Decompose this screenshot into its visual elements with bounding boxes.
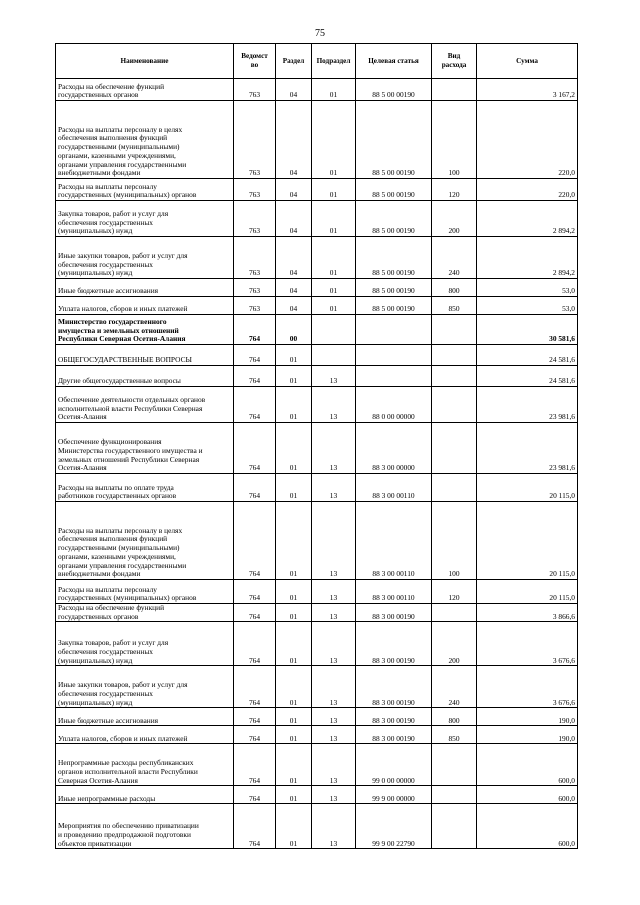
cell-article: 88 5 00 00190: [356, 297, 432, 315]
cell-kind: [432, 315, 477, 345]
cell-subsection: 01: [312, 79, 356, 101]
table-row: [56, 474, 578, 502]
table-row: [56, 79, 578, 101]
cell-section: 01: [276, 726, 312, 744]
cell-section: 04: [276, 201, 312, 237]
cell-kind: 850: [432, 726, 477, 744]
cell-subsection: 13: [312, 726, 356, 744]
cell-subsection: 01: [312, 201, 356, 237]
cell-article: 88 3 00 00190: [356, 622, 432, 666]
table-row: [56, 345, 578, 366]
cell-sum: 2 894,2: [477, 201, 578, 237]
cell-kind: 800: [432, 708, 477, 726]
cell-article: [356, 315, 432, 345]
cell-sum: 20 115,0: [477, 502, 578, 580]
cell-sum: 600,0: [477, 744, 578, 786]
cell-article: 88 3 00 00110: [356, 580, 432, 604]
header-section: Раздел: [276, 44, 312, 79]
cell-name: Расходы на выплаты персоналу государственных (муниципальных) органов: [56, 179, 234, 201]
cell-section: 01: [276, 708, 312, 726]
cell-subsection: 13: [312, 580, 356, 604]
cell-name: Закупка товаров, работ и услуг для обеспечения государственных (муниципальных) нужд: [56, 622, 234, 666]
cell-subsection: 13: [312, 474, 356, 502]
cell-sum: 24 581,6: [477, 366, 578, 387]
cell-name: Иные бюджетные ассигнования: [56, 708, 234, 726]
cell-sum: 220,0: [477, 179, 578, 201]
cell-sum: 3 167,2: [477, 79, 578, 101]
cell-dept: 764: [234, 666, 276, 708]
table-row: [56, 201, 578, 237]
cell-sum: 53,0: [477, 297, 578, 315]
table-row: [56, 423, 578, 474]
cell-kind: [432, 604, 477, 622]
cell-kind: [432, 366, 477, 387]
cell-section: 00: [276, 315, 312, 345]
cell-sum: 3 676,6: [477, 622, 578, 666]
cell-subsection: 13: [312, 622, 356, 666]
cell-section: 01: [276, 345, 312, 366]
cell-sum: 3 866,6: [477, 604, 578, 622]
cell-article: 99 0 00 00000: [356, 744, 432, 786]
cell-section: 01: [276, 423, 312, 474]
cell-dept: 763: [234, 279, 276, 297]
cell-name: Иные бюджетные ассигнования: [56, 279, 234, 297]
cell-article: [356, 345, 432, 366]
cell-kind: 120: [432, 179, 477, 201]
cell-name: Иные закупки товаров, работ и услуг для обеспечения государственных (муниципальных) нужд: [56, 237, 234, 279]
cell-article: 88 3 00 00190: [356, 708, 432, 726]
cell-subsection: 13: [312, 744, 356, 786]
cell-sum: 24 581,6: [477, 345, 578, 366]
cell-article: 99 9 00 22790: [356, 804, 432, 849]
cell-sum: 190,0: [477, 726, 578, 744]
cell-dept: 763: [234, 101, 276, 179]
cell-subsection: 13: [312, 786, 356, 804]
cell-section: 01: [276, 804, 312, 849]
cell-dept: 764: [234, 726, 276, 744]
cell-kind: 120: [432, 580, 477, 604]
cell-name: Расходы на выплаты персоналу в целях обеспечения выполнения функций государственными (муниципальными) органами, казенными учреждениями, органами управления государственными внебюджетными фондами: [56, 101, 234, 179]
table-row: [56, 708, 578, 726]
cell-name: Закупка товаров, работ и услуг для обеспечения государственных (муниципальных) нужд: [56, 201, 234, 237]
cell-dept: 764: [234, 474, 276, 502]
table-row: [56, 237, 578, 279]
cell-article: 88 5 00 00190: [356, 101, 432, 179]
cell-dept: 764: [234, 502, 276, 580]
cell-kind: 240: [432, 666, 477, 708]
cell-dept: 763: [234, 201, 276, 237]
cell-name: Уплата налогов, сборов и иных платежей: [56, 726, 234, 744]
cell-dept: 763: [234, 179, 276, 201]
cell-article: 88 3 00 00000: [356, 423, 432, 474]
cell-dept: 764: [234, 580, 276, 604]
table-row: [56, 297, 578, 315]
cell-dept: 764: [234, 387, 276, 423]
cell-subsection: 01: [312, 279, 356, 297]
cell-kind: 200: [432, 622, 477, 666]
cell-kind: [432, 474, 477, 502]
table-row: [56, 622, 578, 666]
cell-subsection: 13: [312, 604, 356, 622]
table-row: [56, 366, 578, 387]
table-row: [56, 726, 578, 744]
table-row: [56, 179, 578, 201]
cell-section: 01: [276, 502, 312, 580]
cell-article: 88 5 00 00190: [356, 179, 432, 201]
cell-name: Обеспечение деятельности отдельных органов исполнительной власти Республики Северная Осетия-Алания: [56, 387, 234, 423]
table-row: [56, 666, 578, 708]
header-sum: Сумма: [477, 44, 578, 79]
cell-section: 01: [276, 366, 312, 387]
cell-sum: 3 676,6: [477, 666, 578, 708]
cell-subsection: 01: [312, 101, 356, 179]
cell-kind: 800: [432, 279, 477, 297]
cell-section: 04: [276, 101, 312, 179]
cell-article: 88 5 00 00190: [356, 237, 432, 279]
cell-kind: [432, 804, 477, 849]
table-row: [56, 744, 578, 786]
header-subsection: Подраздел: [312, 44, 356, 79]
cell-dept: 763: [234, 79, 276, 101]
table-row: [56, 580, 578, 604]
cell-kind: [432, 744, 477, 786]
cell-sum: 53,0: [477, 279, 578, 297]
cell-sum: 2 894,2: [477, 237, 578, 279]
cell-name: Обеспечение функционирования Министерства государственного имущества и земельных отношений Республики Северная Осетия-Алания: [56, 423, 234, 474]
page-number: 75: [315, 28, 325, 39]
cell-kind: 100: [432, 101, 477, 179]
cell-kind: 240: [432, 237, 477, 279]
cell-article: 88 3 00 00190: [356, 666, 432, 708]
cell-section: 01: [276, 387, 312, 423]
cell-name: Иные закупки товаров, работ и услуг для обеспечения государственных (муниципальных) нужд: [56, 666, 234, 708]
cell-dept: 764: [234, 744, 276, 786]
cell-dept: 764: [234, 708, 276, 726]
cell-section: 01: [276, 744, 312, 786]
cell-sum: 20 115,0: [477, 580, 578, 604]
cell-dept: 764: [234, 622, 276, 666]
header-row: [56, 44, 578, 79]
cell-name: Мероприятия по обеспечению приватизации и проведению предпродажной подготовки объектов приватизации: [56, 804, 234, 849]
cell-name: Расходы на выплаты по оплате труда работников государственных органов: [56, 474, 234, 502]
cell-section: 04: [276, 237, 312, 279]
cell-section: 01: [276, 666, 312, 708]
cell-subsection: 13: [312, 708, 356, 726]
cell-sum: 600,0: [477, 804, 578, 849]
cell-dept: 764: [234, 423, 276, 474]
cell-article: [356, 366, 432, 387]
table-row: [56, 387, 578, 423]
cell-sum: 600,0: [477, 786, 578, 804]
cell-kind: 850: [432, 297, 477, 315]
cell-subsection: 01: [312, 297, 356, 315]
cell-kind: 100: [432, 502, 477, 580]
cell-dept: 763: [234, 297, 276, 315]
cell-kind: [432, 345, 477, 366]
cell-subsection: 13: [312, 387, 356, 423]
cell-name: Уплата налогов, сборов и иных платежей: [56, 297, 234, 315]
cell-sum: 190,0: [477, 708, 578, 726]
table-row: [56, 804, 578, 849]
cell-article: 88 5 00 00190: [356, 79, 432, 101]
cell-section: 04: [276, 179, 312, 201]
cell-dept: 764: [234, 366, 276, 387]
header-kind: Вид расхода: [432, 44, 477, 79]
cell-subsection: 13: [312, 502, 356, 580]
cell-article: 88 5 00 00190: [356, 201, 432, 237]
cell-dept: 764: [234, 604, 276, 622]
header-name: Наименование: [56, 44, 234, 79]
cell-article: 99 9 00 00000: [356, 786, 432, 804]
cell-subsection: 13: [312, 804, 356, 849]
cell-name: Другие общегосударственные вопросы: [56, 366, 234, 387]
table-row: [56, 279, 578, 297]
table-row: [56, 786, 578, 804]
cell-article: 88 0 00 00000: [356, 387, 432, 423]
cell-dept: 764: [234, 786, 276, 804]
cell-name: Министерство государственного имущества и земельных отношений Республики Северная Осетия-Алания: [56, 315, 234, 345]
table-row: [56, 101, 578, 179]
cell-subsection: 13: [312, 666, 356, 708]
cell-sum: 20 115,0: [477, 474, 578, 502]
cell-subsection: [312, 315, 356, 345]
cell-name: Расходы на выплаты персоналу в целях обеспечения выполнения функций государственными (муниципальными) органами, казенными учреждениями, органами управления государственными внебюджетными фондами: [56, 502, 234, 580]
cell-name: Расходы на обеспечение функций государственных органов: [56, 604, 234, 622]
cell-sum: 220,0: [477, 101, 578, 179]
cell-dept: 764: [234, 315, 276, 345]
header-article: Целевая статья: [356, 44, 432, 79]
cell-sum: 30 581,6: [477, 315, 578, 345]
cell-kind: [432, 423, 477, 474]
cell-sum: 23 981,6: [477, 387, 578, 423]
cell-section: 01: [276, 580, 312, 604]
cell-subsection: 13: [312, 366, 356, 387]
table-row: [56, 315, 578, 345]
cell-name: Непрограммные расходы республиканских органов исполнительной власти Республики Северная Осетия-Алания: [56, 744, 234, 786]
cell-dept: 764: [234, 804, 276, 849]
table-row: [56, 604, 578, 622]
cell-article: 88 3 00 00190: [356, 604, 432, 622]
cell-article: 88 5 00 00190: [356, 279, 432, 297]
cell-dept: 764: [234, 345, 276, 366]
cell-section: 01: [276, 786, 312, 804]
cell-section: 01: [276, 604, 312, 622]
cell-article: 88 3 00 00110: [356, 502, 432, 580]
cell-kind: [432, 387, 477, 423]
cell-name: Иные непрограммные расходы: [56, 786, 234, 804]
cell-sum: 23 981,6: [477, 423, 578, 474]
cell-section: 04: [276, 297, 312, 315]
header-dept: Ведомст во: [234, 44, 276, 79]
budget-table: [55, 43, 578, 849]
cell-name: ОБЩЕГОСУДАРСТВЕННЫЕ ВОПРОСЫ: [56, 345, 234, 366]
cell-subsection: 01: [312, 179, 356, 201]
cell-article: 88 3 00 00110: [356, 474, 432, 502]
table-row: [56, 502, 578, 580]
cell-kind: [432, 786, 477, 804]
cell-kind: [432, 79, 477, 101]
cell-section: 04: [276, 279, 312, 297]
cell-subsection: 01: [312, 237, 356, 279]
cell-name: Расходы на выплаты персоналу государственных (муниципальных) органов: [56, 580, 234, 604]
cell-section: 01: [276, 474, 312, 502]
cell-dept: 763: [234, 237, 276, 279]
cell-article: 88 3 00 00190: [356, 726, 432, 744]
cell-kind: 200: [432, 201, 477, 237]
cell-subsection: [312, 345, 356, 366]
cell-section: 04: [276, 79, 312, 101]
cell-subsection: 13: [312, 423, 356, 474]
cell-name: Расходы на обеспечение функций государственных органов: [56, 79, 234, 101]
cell-section: 01: [276, 622, 312, 666]
